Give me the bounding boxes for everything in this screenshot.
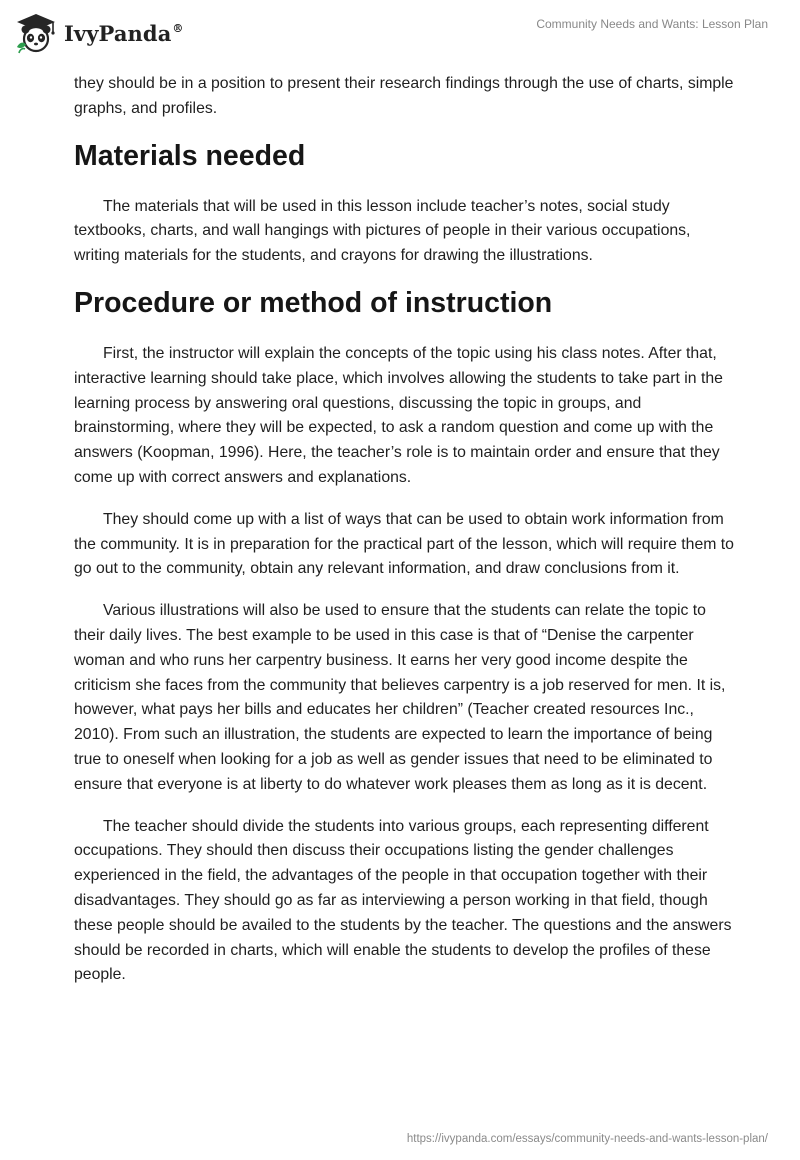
source-url-link[interactable]: https://ivypanda.com/essays/community-needs-and-wants-lesson-plan/ — [406, 1133, 768, 1145]
intro-paragraph: they should be in a position to present their research findings through the use of charts, simple graphs, and profiles. — [74, 75, 734, 117]
document-title: Community Needs and Wants: Lesson Plan — [536, 17, 768, 31]
logo-text: IvyPanda — [64, 20, 172, 46]
paragraph: They should come up with a list of ways that can be used to obtain work information from the community. It is in preparation for the practical part of the lesson, which will require them to go out to the community, obtain any relevant information, and draw conclusions from it. — [74, 510, 734, 578]
page-header — [0, 0, 800, 64]
section-heading-procedure: Procedure or method of instruction — [74, 286, 553, 319]
registered-mark: ® — [172, 21, 184, 35]
article-body — [74, 72, 734, 1005]
paragraph: Various illustrations will also be used to ensure that the students can relate the topic to their daily lives. The best example to be used in this case is that of “Denise the carpenter woman and who runs her carpentry business. It earns her very good income despite the criticism she faces from the community that believes carpentry is a job reserved for men. It is, however, what pays her bills and educates her children” (Teacher created resources Inc., 2010). From such an illustration, the students are expected to learn the importance of being true to oneself when looking for a job as well as gender issues that need to be eliminated to ensure that everyone is at liberty to do whatever work pleases them as long as it is decent. — [74, 602, 726, 793]
paragraph: The teacher should divide the students into various groups, each representing different occupations. They should then discuss their occupations listing the gender challenges experienced in the field, the advantages of the people in that occupation together with their disadvantages. They should go as far as interviewing a person working in that field, though these people should be availed to the students by the teacher. The questions and the answers should be recorded in charts, which will enable the students to develop the profiles of these people. — [74, 817, 732, 984]
ivypanda-logo[interactable] — [14, 8, 184, 58]
panda-graduation-cap-icon — [14, 11, 58, 55]
paragraph: The materials that will be used in this lesson include teacher’s notes, social study textbooks, charts, and wall hangings with pictures of people in their various occupations, writing materials for the students, and crayons for drawing the illustrations. — [74, 197, 691, 265]
paragraph: First, the instructor will explain the concepts of the topic using his class notes. After that, interactive learning should take place, which involves allowing the students to take part in the learning process by answering oral questions, discussing the topic in groups, and brainstorming, where they will be expected, to ask a random question and come up with the answers (Koopman, 1996). Here, the teacher’s role is to maintain order and ensure that they come up with correct answers and explanations. — [74, 344, 723, 486]
logo-wordmark — [64, 21, 184, 46]
section-heading-materials: Materials needed — [74, 139, 306, 172]
